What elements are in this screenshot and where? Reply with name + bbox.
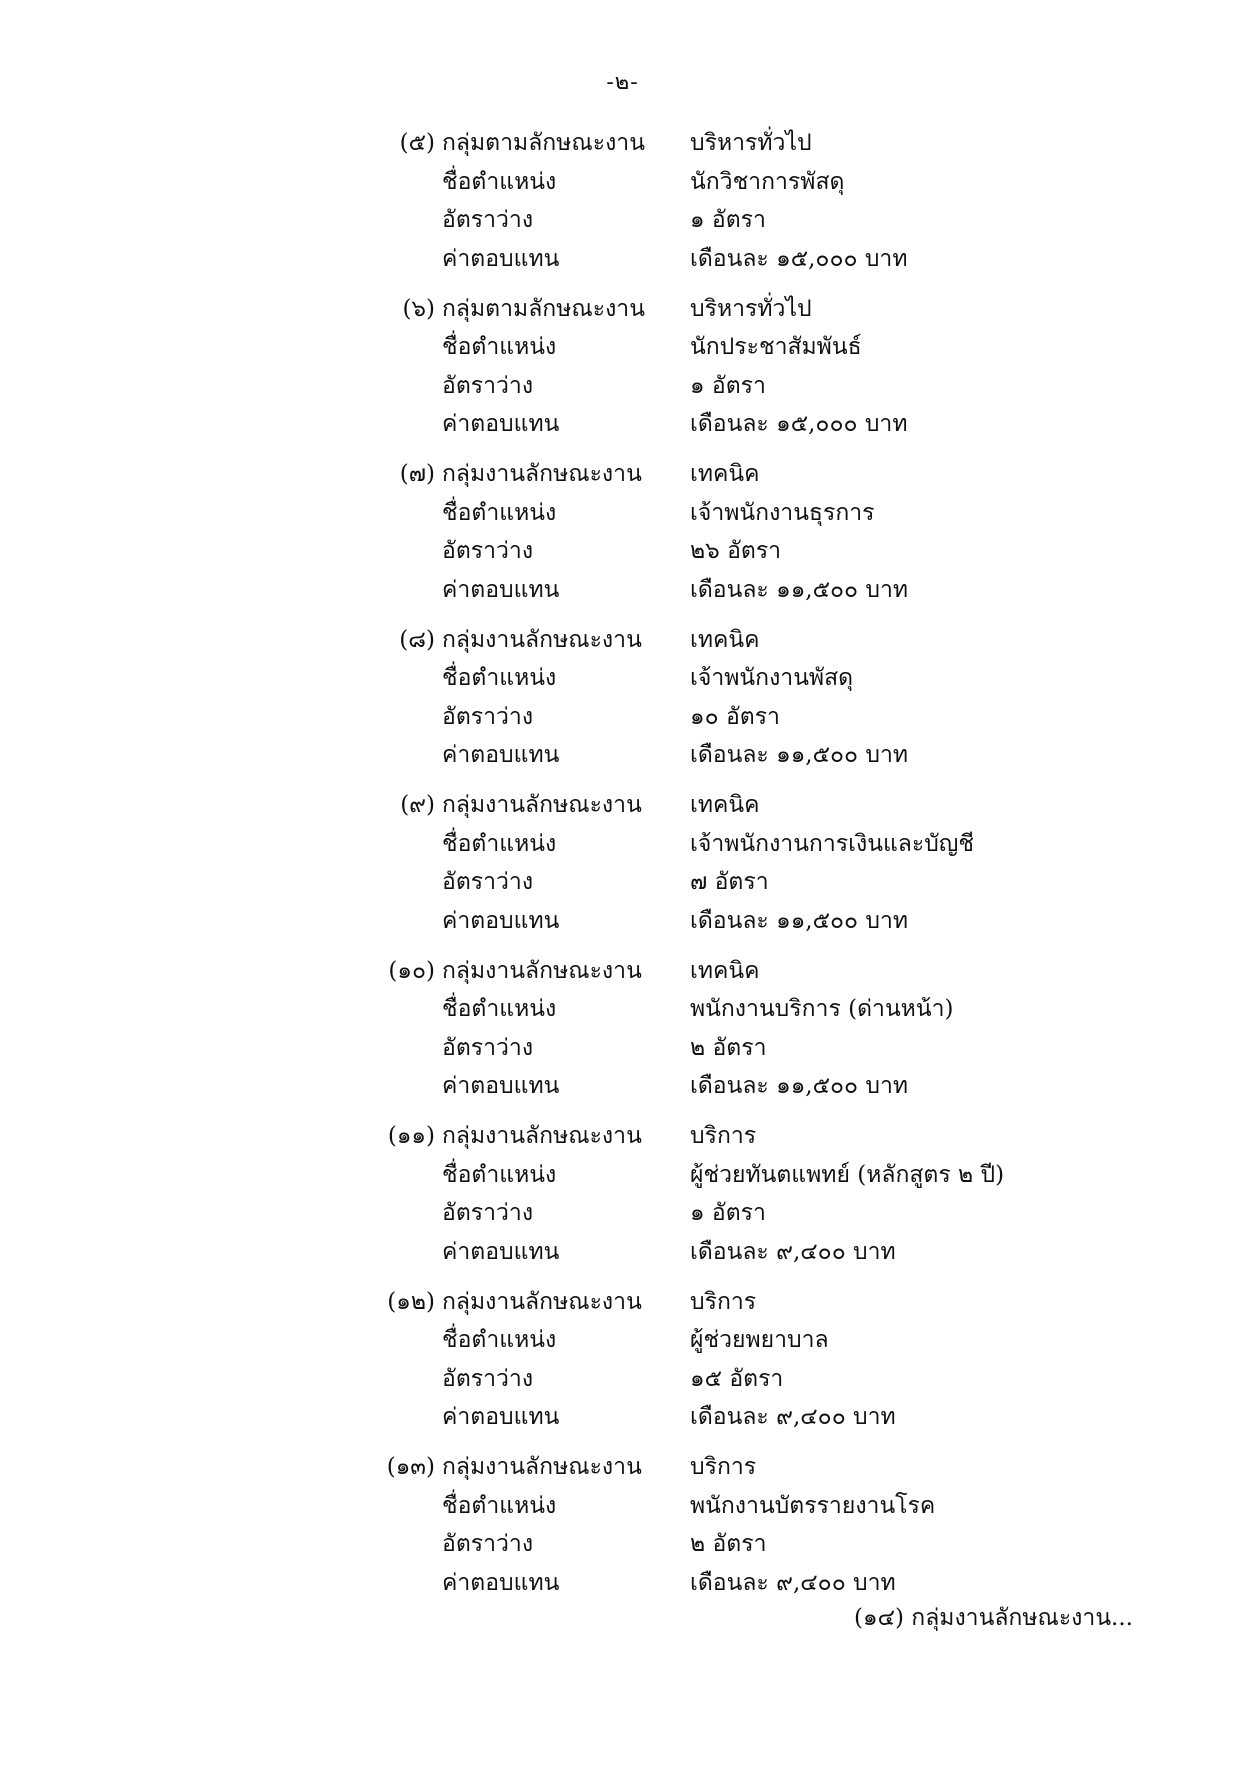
vacancies-value: ๒ อัตรา bbox=[690, 1034, 767, 1061]
group-number: (๘) bbox=[399, 626, 435, 653]
vacancies-row bbox=[0, 1525, 1245, 1564]
group-header-row bbox=[0, 1448, 1245, 1487]
salary-label: ค่าตอบแทน bbox=[442, 1238, 560, 1265]
group-type-label: กลุ่มตามลักษณะงาน bbox=[442, 130, 645, 156]
salary-value: เดือนละ ๑๕,๐๐๐ บาท bbox=[690, 245, 908, 272]
vacancies-label: อัตราว่าง bbox=[442, 538, 534, 564]
position-row bbox=[0, 990, 1245, 1029]
salary-row bbox=[0, 240, 1245, 279]
group-header-row bbox=[0, 455, 1245, 494]
group-type-label: กลุ่มงานลักษณะงาน bbox=[442, 626, 642, 653]
position-value: นักวิชาการพัสดุ bbox=[690, 168, 845, 195]
salary-row bbox=[0, 1233, 1245, 1272]
group-category: เทคนิค bbox=[690, 957, 760, 984]
salary-label: ค่าตอบแทน bbox=[442, 1073, 560, 1099]
vacancies-row bbox=[0, 863, 1245, 902]
position-value: เจ้าพนักงานธุรการ bbox=[690, 499, 875, 526]
position-group bbox=[0, 1283, 1245, 1449]
vacancies-row bbox=[0, 1360, 1245, 1399]
salary-row bbox=[0, 736, 1245, 775]
position-value: พนักงานบริการ (ด่านหน้า) bbox=[690, 996, 954, 1022]
vacancies-label: อัตราว่าง bbox=[442, 372, 534, 399]
vacancies-value: ๒๖ อัตรา bbox=[690, 538, 782, 564]
vacancies-value: ๑ อัตรา bbox=[690, 207, 766, 233]
vacancies-value: ๑๕ อัตรา bbox=[690, 1365, 784, 1392]
vacancies-row bbox=[0, 698, 1245, 737]
group-category: เทคนิค bbox=[690, 792, 760, 818]
group-type-label: กลุ่มงานลักษณะงาน bbox=[442, 461, 642, 487]
group-header-row bbox=[0, 124, 1245, 163]
position-row bbox=[0, 825, 1245, 864]
vacancies-row bbox=[0, 201, 1245, 240]
group-type-label: กลุ่มงานลักษณะงาน bbox=[442, 792, 642, 818]
group-category: เทคนิค bbox=[690, 461, 760, 487]
group-type-label: กลุ่มตามลักษณะงาน bbox=[442, 295, 645, 322]
position-value: ผู้ช่วยพยาบาล bbox=[690, 1327, 829, 1353]
group-header-row bbox=[0, 786, 1245, 825]
position-value: เจ้าพนักงานพัสดุ bbox=[690, 665, 854, 691]
salary-value: เดือนละ ๙,๔๐๐ บาท bbox=[690, 1404, 896, 1430]
position-row bbox=[0, 328, 1245, 367]
position-row bbox=[0, 1156, 1245, 1195]
salary-value: เดือนละ ๑๑,๕๐๐ บาท bbox=[690, 1073, 909, 1099]
page-number: -๒- bbox=[606, 70, 639, 95]
position-label: ชื่อตำแหน่ง bbox=[442, 334, 557, 360]
position-label: ชื่อตำแหน่ง bbox=[442, 1492, 557, 1519]
position-group bbox=[0, 290, 1245, 456]
vacancies-label: อัตราว่าง bbox=[442, 1365, 534, 1392]
position-group bbox=[0, 786, 1245, 952]
position-row bbox=[0, 659, 1245, 698]
vacancies-label: อัตราว่าง bbox=[442, 1034, 534, 1061]
vacancies-row bbox=[0, 532, 1245, 571]
group-type-label: กลุ่มงานลักษณะงาน bbox=[442, 1288, 642, 1315]
position-label: ชื่อตำแหน่ง bbox=[442, 168, 557, 195]
vacancies-value: ๗ อัตรา bbox=[690, 869, 769, 895]
salary-value: เดือนละ ๙,๔๐๐ บาท bbox=[690, 1569, 896, 1596]
vacancies-label: อัตราว่าง bbox=[442, 703, 534, 730]
group-header-row bbox=[0, 1283, 1245, 1322]
salary-value: เดือนละ ๑๑,๕๐๐ บาท bbox=[690, 907, 909, 934]
position-label: ชื่อตำแหน่ง bbox=[442, 499, 557, 526]
salary-row bbox=[0, 571, 1245, 610]
vacancies-label: อัตราว่าง bbox=[442, 869, 534, 895]
continuation-text: (๑๔) กลุ่มงานลักษณะงาน... bbox=[854, 1605, 1133, 1631]
position-row bbox=[0, 494, 1245, 533]
group-number: (๙) bbox=[400, 792, 435, 818]
group-type-label: กลุ่มงานลักษณะงาน bbox=[442, 957, 642, 984]
salary-row bbox=[0, 1067, 1245, 1106]
group-number: (๑๐) bbox=[388, 957, 435, 984]
group-type-label: กลุ่มงานลักษณะงาน bbox=[442, 1454, 642, 1480]
position-value: ผู้ช่วยทันตแพทย์ (หลักสูตร ๒ ปี) bbox=[690, 1161, 1005, 1188]
salary-value: เดือนละ ๑๑,๕๐๐ บาท bbox=[690, 742, 909, 768]
group-number: (๖) bbox=[402, 295, 435, 322]
vacancies-row bbox=[0, 1194, 1245, 1233]
group-number: (๑๒) bbox=[387, 1288, 435, 1315]
position-group bbox=[0, 621, 1245, 787]
vacancies-value: ๑๐ อัตรา bbox=[690, 703, 780, 730]
salary-label: ค่าตอบแทน bbox=[442, 907, 560, 934]
position-group bbox=[0, 952, 1245, 1118]
position-value: พนักงานบัตรรายงานโรค bbox=[690, 1492, 936, 1519]
vacancies-value: ๒ อัตรา bbox=[690, 1531, 767, 1557]
position-row bbox=[0, 1487, 1245, 1526]
group-category: เทคนิค bbox=[690, 626, 760, 653]
position-group bbox=[0, 124, 1245, 290]
group-category: บริหารทั่วไป bbox=[690, 130, 812, 156]
salary-value: เดือนละ ๑๕,๐๐๐ บาท bbox=[690, 411, 908, 437]
group-number: (๑๓) bbox=[386, 1454, 435, 1480]
group-category: บริการ bbox=[690, 1454, 757, 1480]
vacancies-value: ๑ อัตรา bbox=[690, 372, 766, 399]
vacancies-label: อัตราว่าง bbox=[442, 207, 534, 233]
position-value: นักประชาสัมพันธ์ bbox=[690, 334, 862, 360]
group-category: บริการ bbox=[690, 1288, 757, 1315]
group-type-label: กลุ่มงานลักษณะงาน bbox=[442, 1123, 642, 1149]
salary-row bbox=[0, 1398, 1245, 1437]
position-row bbox=[0, 1321, 1245, 1360]
position-label: ชื่อตำแหน่ง bbox=[442, 665, 557, 691]
position-label: ชื่อตำแหน่ง bbox=[442, 830, 557, 857]
salary-label: ค่าตอบแทน bbox=[442, 245, 560, 272]
salary-label: ค่าตอบแทน bbox=[442, 411, 560, 437]
vacancies-row bbox=[0, 367, 1245, 406]
salary-label: ค่าตอบแทน bbox=[442, 742, 560, 768]
salary-label: ค่าตอบแทน bbox=[442, 1404, 560, 1430]
salary-label: ค่าตอบแทน bbox=[442, 1569, 560, 1596]
group-header-row bbox=[0, 621, 1245, 660]
salary-value: เดือนละ ๙,๔๐๐ บาท bbox=[690, 1238, 896, 1265]
salary-row bbox=[0, 405, 1245, 444]
group-header-row bbox=[0, 952, 1245, 991]
position-value: เจ้าพนักงานการเงินและบัญชี bbox=[690, 830, 975, 857]
salary-row bbox=[0, 902, 1245, 941]
vacancies-row bbox=[0, 1029, 1245, 1068]
group-header-row bbox=[0, 1117, 1245, 1156]
group-category: บริหารทั่วไป bbox=[690, 295, 812, 322]
position-label: ชื่อตำแหน่ง bbox=[442, 996, 557, 1022]
position-label: ชื่อตำแหน่ง bbox=[442, 1327, 557, 1353]
salary-row bbox=[0, 1564, 1245, 1603]
group-number: (๕) bbox=[399, 130, 435, 156]
vacancies-value: ๑ อัตรา bbox=[690, 1200, 766, 1226]
salary-label: ค่าตอบแทน bbox=[442, 576, 560, 603]
position-group-list bbox=[0, 124, 1245, 1614]
vacancies-label: อัตราว่าง bbox=[442, 1200, 534, 1226]
group-number: (๑๑) bbox=[387, 1123, 435, 1149]
position-label: ชื่อตำแหน่ง bbox=[442, 1161, 557, 1188]
position-group bbox=[0, 1448, 1245, 1614]
position-group bbox=[0, 455, 1245, 621]
group-category: บริการ bbox=[690, 1123, 757, 1149]
vacancies-label: อัตราว่าง bbox=[442, 1531, 534, 1557]
position-row bbox=[0, 163, 1245, 202]
group-header-row bbox=[0, 290, 1245, 329]
group-number: (๗) bbox=[399, 461, 435, 487]
position-group bbox=[0, 1117, 1245, 1283]
salary-value: เดือนละ ๑๑,๕๐๐ บาท bbox=[690, 576, 909, 603]
